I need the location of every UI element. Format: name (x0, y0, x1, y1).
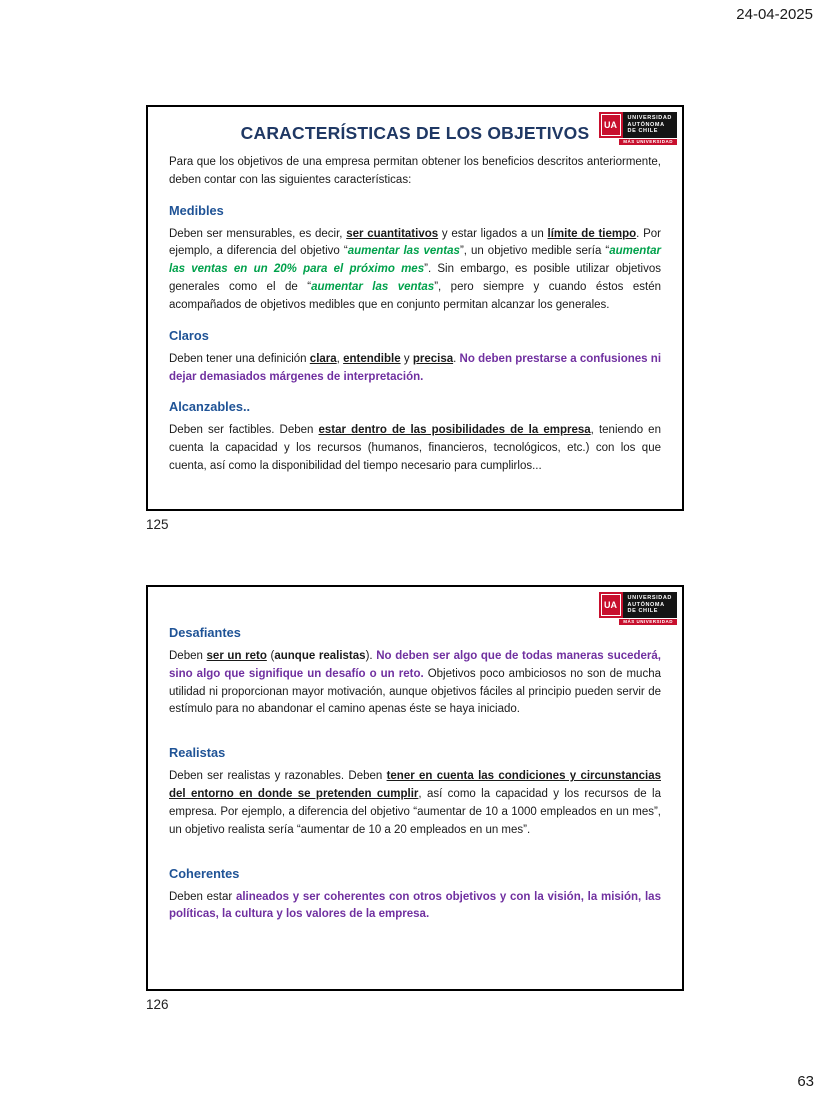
logo-name (623, 112, 678, 138)
text-segment: ser un reto (206, 650, 267, 662)
text-segment: ). (365, 650, 377, 662)
slide-125 (146, 105, 684, 511)
section-heading: Alcanzables.. (169, 399, 251, 415)
paragraph (169, 226, 661, 315)
slide-body (169, 154, 661, 476)
section-heading: Desafiantes (169, 625, 241, 640)
text-segment: ( (266, 650, 275, 662)
text-segment: aunque realistas (274, 650, 366, 662)
section-heading: Claros (169, 327, 209, 343)
text-segment: y (400, 352, 413, 365)
document-page-number: 63 (797, 1073, 814, 1090)
text-segment: Deben ser realistas y razonables. Deben (169, 770, 387, 783)
text-segment: Deben ser mensurables, es decir, (169, 227, 347, 240)
university-logo (599, 592, 678, 625)
paragraph (169, 648, 661, 719)
paragraph (169, 422, 661, 475)
logo-name (623, 592, 678, 618)
text-segment: Deben ser factibles. Deben (169, 424, 319, 437)
text-segment: clara (309, 352, 337, 365)
text-segment: ”, un objetivo medible sería “ (459, 245, 610, 258)
text-segment: Objetivos poco ambiciosos no son de mucha utilidad ni proporcionan mayor motivación, aunque objetivos fáciles al principio pueden servir de estímulo para no abandonar el camino apenas éste se haya iniciado. (169, 667, 661, 716)
text-segment: ”. Sin embargo, es posible utilizar objetivos generales como el de “ (169, 263, 661, 294)
section-heading: Medibles (169, 202, 224, 218)
text-segment: . Por ejemplo, a diferencia del objetivo “ (169, 227, 661, 258)
text-segment: ”, pero siempre y cuando éstos estén acompañados de objetivos medibles que en conjunto permitan alcanzar los generales. (169, 281, 662, 311)
logo-name-line1: UNIVERSIDAD (627, 115, 672, 122)
text-segment: Deben tener una definición (169, 352, 310, 365)
slide-title: CARACTERÍSTICAS DE LOS OBJETIVOS (240, 123, 590, 143)
slide-body (169, 625, 661, 924)
text-segment: aumentar las ventas (311, 281, 435, 294)
text-segment: ser cuantitativos (346, 227, 439, 240)
logo-name-line1: UNIVERSIDAD (627, 595, 672, 602)
text-segment: Para que los objetivos de una empresa permitan obtener los beneficios descritos anteriormente, deben contar con las siguientes características: (169, 156, 661, 186)
paragraph (169, 768, 661, 839)
paragraph (169, 351, 661, 387)
text-segment: alineados y ser coherentes con otros objetivos y con la visión, la misión, las políticas, la cultura y los valores de la empresa. (169, 890, 661, 921)
text-segment: , (336, 352, 344, 365)
text-segment: aumentar las ventas (347, 245, 460, 258)
logo-row (599, 592, 678, 618)
text-segment: No deben ser algo que de todas maneras sucederá, sino algo que signifique un desafío o un reto. (169, 650, 661, 680)
text-segment: estar dentro de las posibilidades de la empresa (318, 424, 591, 437)
text-segment: No deben prestarse a confusiones ni dejar demasiados márgenes de interpretación. (169, 352, 662, 383)
slide-126 (146, 585, 684, 991)
slide-content (148, 587, 682, 924)
logo-name-line3: DE CHILE (627, 608, 658, 615)
section-heading: Realistas (169, 745, 226, 761)
text-segment: , así como la capacidad y los recursos de la empresa. Por ejemplo, a diferencia del objetivo “aumentar de 10 a 1000 empleados en un mes”, un objetivo realista sería “aumentar de 10 a 20 empleados en un mes”. (169, 788, 661, 836)
logo-ua-mark: UA (599, 112, 623, 138)
text-segment: Deben estar (169, 890, 236, 903)
logo-tagline: MÁS UNIVERSIDAD (619, 139, 677, 145)
logo-name-line2: AUTÓNOMA (627, 121, 665, 128)
date-label: 24-04-2025 (736, 6, 813, 23)
section-heading: Coherentes (169, 865, 240, 881)
university-logo (599, 112, 678, 145)
text-segment: precisa (412, 352, 454, 365)
logo-name-line2: AUTÓNOMA (627, 601, 665, 608)
text-segment: aumentar las ventas en un 20% para el próximo mes (169, 245, 661, 276)
paragraph (169, 154, 661, 190)
text-segment: . (453, 352, 460, 365)
slide-page-number: 125 (146, 517, 169, 532)
text-segment: entendible (343, 352, 401, 365)
text-segment: tener en cuenta las condiciones y circunstancias del entorno en donde se pretenden cumplir (169, 770, 661, 801)
slide-content (148, 107, 682, 476)
paragraph (169, 889, 661, 925)
text-segment: , teniendo en cuenta la capacidad y los recursos (humanos, financieros, tecnológicos, etc.) con los que cuenta, así como la disponibilidad del tiempo necesario para cumplirlos... (169, 424, 661, 472)
logo-tagline: MÁS UNIVERSIDAD (619, 619, 677, 625)
text-segment: límite de tiempo (547, 227, 637, 240)
logo-ua-mark: UA (599, 592, 623, 618)
slide-page-number: 126 (146, 997, 169, 1012)
text-segment: Deben (169, 650, 207, 662)
logo-name-line3: DE CHILE (627, 128, 658, 135)
text-segment: y estar ligados a un (438, 227, 548, 240)
logo-row (599, 112, 678, 138)
